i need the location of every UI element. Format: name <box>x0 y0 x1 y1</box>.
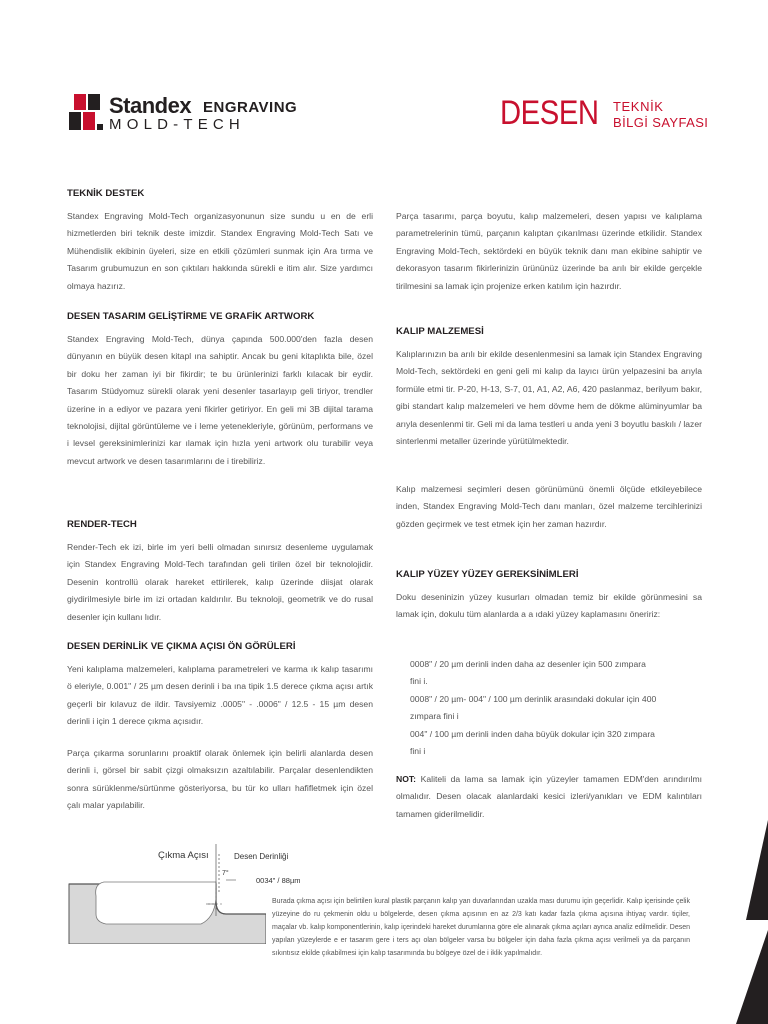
section-heading-render-tech: RENDER-TECH <box>67 519 137 530</box>
logo-word-moldtech: MOLD-TECH <box>109 116 245 133</box>
label-measure: 0034" / 88µm <box>256 876 301 885</box>
section-text-yuzey: Doku deseninizin yüzey kusurları olmadan temiz bir ekilde görünmesini sa lamak için, dokulu tüm alanlarda a a ıdaki yüzey kaplamasını öneririz: <box>396 592 702 620</box>
section-heading-derinlik: DESEN DERİNLİK VE ÇIKMA AÇISI ÖN GÖRÜLERİ <box>67 641 296 652</box>
list-item: 0008" / 20 µm- 004" / 100 µm derinlik arasındaki dokular için 400 zımpara fini i <box>410 693 657 722</box>
label-texture-depth: Desen Derinliği <box>234 852 289 861</box>
label-draft-angle: Çıkma Açısı <box>158 850 209 861</box>
section-text-derinlik-2: Parça çıkarma sorunlarını proaktif olarak önlemek için belirli alanlarda desen derinli i, görsel bir sabit çizgi olmaksızın azaltılabilir. Parçalar desenlendikten sonra sürüklenme/sürtünme gösteriyorsa, bu tür ko ulları hafifletmek için özel çalı malar yapılabilir. <box>67 748 373 811</box>
page-title: DESEN <box>500 94 599 132</box>
list-item: 0008" / 20 µm derinli inden daha az desenler için 500 zımpara fini i. <box>410 659 646 687</box>
surface-finish-list <box>410 656 702 760</box>
decorative-edge-graphic <box>736 820 768 1024</box>
logo-word-engraving: ENGRAVING <box>203 99 298 116</box>
note-text: Kaliteli da lama sa lamak için yüzeyler tamamen EDM'den arındırılmı olmalıdır. Desen olacak alanlardaki kesici izleri/yanıkları ve EDM kalıntıları tamamen giderilmelidir. <box>396 774 702 819</box>
section-text-teknik-destek: Standex Engraving Mold-Tech organizasyonunun size sundu u en de erli hizmetlerden biri teknik deste imizdir. Standex Engraving Mold-Tech Satı ve Mühendislik ekibinin üyeleri, size en etkili çözümleri sunmak için Ara tırma ve Tasarım grubumuzun en son çıktıları hakkında sürekli e itim alır. Size yardımcı olmaya hazırız. <box>67 211 373 291</box>
section-heading-yuzey: KALIP YÜZEY YÜZEY GEREKSİNİMLERİ <box>396 569 579 580</box>
note-label: NOT: <box>396 774 417 784</box>
standex-logo <box>66 93 298 136</box>
section-heading-desen-tasarim: DESEN TASARIM GELİŞTİRME VE GRAFİK ARTWORK <box>67 311 315 322</box>
intro-text: Parça tasarımı, parça boyutu, kalıp malzemeleri, desen yapısı ve kalıplama parametrelerinin tümü, parçanın kalıptan çıkarılması üzerinde etkilidir. Standex Engraving Mold-Tech, sektördeki en büyük teknik danı man ekibine sahiptir ve dekorasyon tasarım fikirlerinizin ürününüz üzerinde ba arılı bir ekilde gerçekle tirilmesini sa lamak için projenize erken katılım için hazırdır. <box>396 211 702 291</box>
list-item: 004" / 100 µm derinli inden daha büyük dokular için 320 zımpara fini i <box>410 728 655 757</box>
section-text-render-tech: Render-Tech ek izi, birle im yeri belli olmadan sınırsız desenleme uygulamak için Standex Engraving Mold-Tech tarafından geli tirilen özel bir teknolojidir. Desenin kontrollü olarak hareket ettirilerek, kalıp üzerinde diisjat olarak giydirilmesiyle birle im izi ortadan kaldırılır. Bu teknoloji, geometrik ve do rusal desenler için kullanı lıdır. <box>67 542 373 622</box>
section-heading-kalip-malzemesi: KALIP MALZEMESİ <box>396 326 484 337</box>
logo-word-standex: Standex <box>109 93 192 118</box>
standex-logo-mark-icon <box>66 94 106 132</box>
section-text-desen-tasarim: Standex Engraving Mold-Tech, dünya çapında 500.000'den fazla desen dünyanın en büyük desen kitapl ına sahiptir. Ancak bu geni kitaplıkta bile, özel bir doku her zaman iyi bir fikirdir; te bu ürünlerinizi farklı kılacak bir eydir. Tasarım Stüdyomuz sürekli olarak yeni desenler tasarlayıp geli tiriyor, trendler üzerine in a ediyor ve pazara yeni fikirler getiriyor. En geli mi 3B dijital tarama teknolojisi, dijital görüntüleme ve i leme yetenekleriyle, görünüm, performans ve i levsel gereksinimlerinizi kar ılamak için hızla yeni artwork olu turabilir veya mevcut artwork ve desen tasarımlarını de i tirebiliriz. <box>67 334 373 466</box>
page-subtitle-line2: BİLGİ SAYFASI <box>613 115 709 130</box>
label-degree: 7° <box>222 870 229 877</box>
note-paragraph <box>396 771 702 823</box>
section-heading-teknik-destek: TEKNİK DESTEK <box>67 188 145 199</box>
section-text-derinlik: Yeni kalıplama malzemeleri, kalıplama parametreleri ve karma ık kalıp tasarımı ö eleriyle, 0.001" / 25 µm desen derinli i ba ına tipik 1.5 derece çıkma açısı artık geçerli bir kılavuz de ildir. Tavsiyemiz .0005" - .0006" / 12.5 - 15 µm desen derinli i için 1 derece çıkma açısıdır. <box>67 664 373 727</box>
page-subtitle-line1: TEKNİK <box>613 99 664 114</box>
section-text-kalip-malzemesi: Kalıplarınızın ba arılı bir ekilde desenlenmesini sa lamak için Standex Engraving Mold-Tech, sektördeki en geni geli mi kalıp da layıcı ürün yelpazesini ba arıyla formüle etmi tir. P-20, H-13, S-7, 01, A1, A2, A6, 420 paslanmaz, berilyum bakır, gibi standart kalıp malzemeleri ve hem dövme hem de dökme alüminyumlar ba arıyla desenlenmi tir. Geli mi da lama testleri u anda yeni 3 boyutlu baskılı / lazer sinterlenmi metaller üzerinde yürütülmektedir. <box>396 349 702 447</box>
draft-angle-diagram <box>66 844 301 944</box>
diagram-caption: Burada çıkma açısı için belirtilen kural plastik parçanın kalıp yan duvarlarından uzakla ması durumu için geçerlidir. Kalıp içerisinde çelik yüzeyine do ru çekmenin oldu u bölgelerde, desen çıkma açısının en az 2/3 katı kadar fazla çıkma açısına ihtiyaç vardır. tiçiler, maçalar vb. kalıp komponentlerinin, kalıp içerindeki hareket durumlarına göre ele alınarak çıkma açıları ayrıca analiz edilmelidir. Desen yapılan yüzeylerde e er tasarım gere i ters açı olan bölgeler varsa bu bölgeler için daha fazla çıkma açısı verilmeli ya da parçanın sıkıntısız ekilde çıkabilmesi için kalıp tasarımında bu bölgeye özel de i iklik yapılmalıdır. <box>272 898 690 957</box>
section-text-kalip-malzemesi-2: Kalıp malzemesi seçimleri desen görünümünü önemli ölçüde etkileyebilece inden, Standex Engraving Mold-Tech danı manları, özel malzeme tercihlerinizi gözden geçirmek ve test etmek için her zaman hazırdır. <box>396 484 702 529</box>
